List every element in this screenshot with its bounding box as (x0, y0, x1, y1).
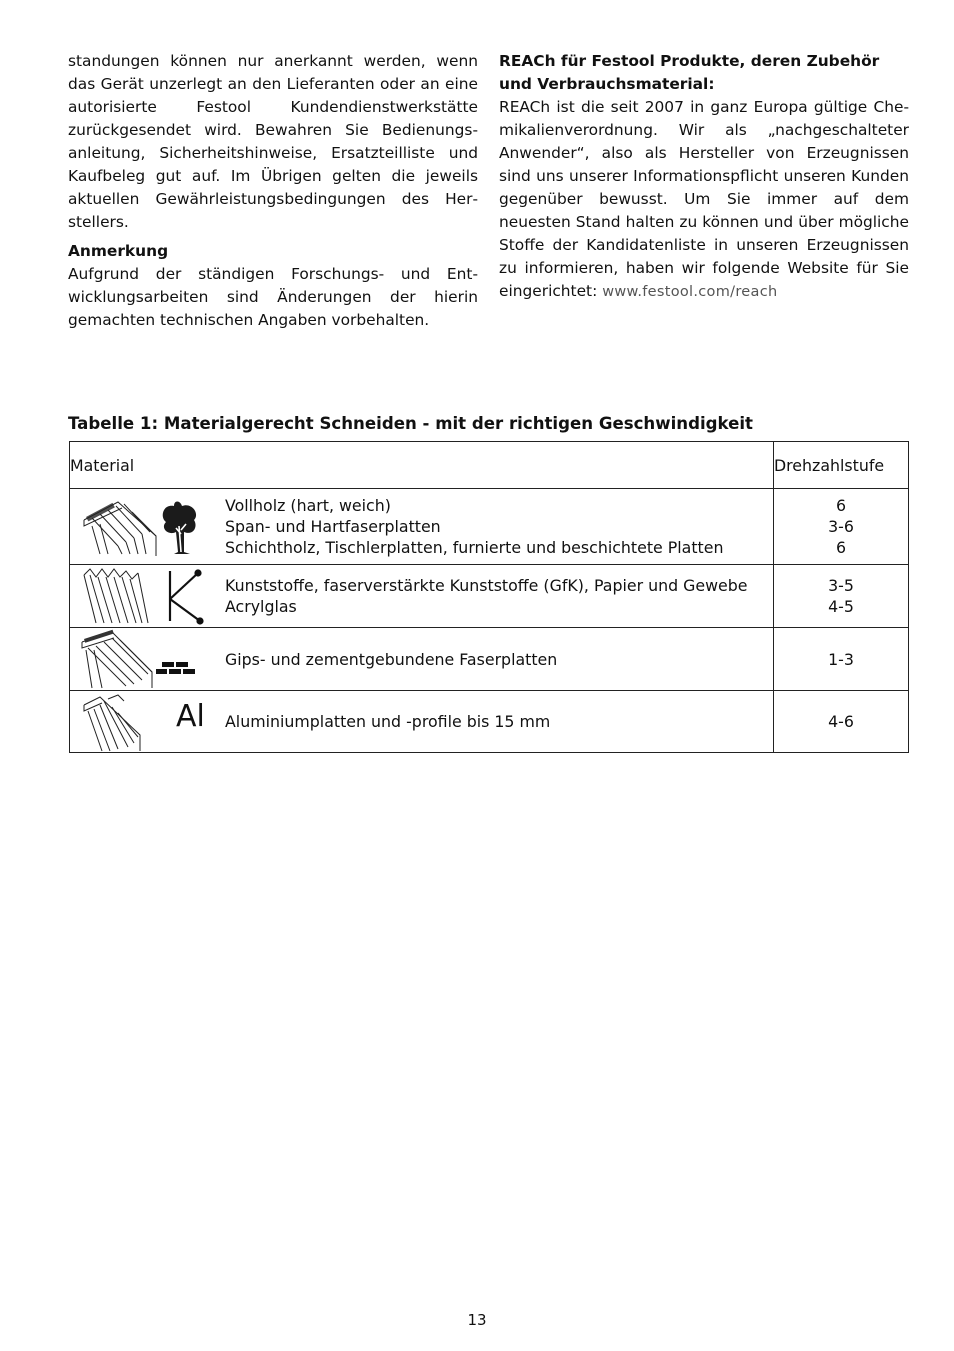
material-cell (70, 489, 774, 565)
material-cell (70, 565, 774, 628)
header-speed-level: Drehzahlstufe (774, 442, 909, 489)
material-line: Schichtholz, Tischlerplatten, furnierte und beschichtete Platten (225, 538, 724, 557)
aluminium-symbol: Al (176, 698, 205, 734)
material-line: Acrylglas (225, 597, 297, 616)
material-line: Vollholz (hart, weich) (225, 496, 391, 515)
speed-value: 6 (835, 538, 847, 557)
speed-value: 3-6 (828, 517, 854, 536)
page-number: 13 (467, 1311, 487, 1329)
speed-value: 3-5 (828, 576, 854, 595)
table-row (70, 565, 909, 628)
reach-paragraph: REACh ist die seit 2007 in ganz Europa gültige Chemikalienverordnung. Wir als „nachgeschalteter Anwender“, also als Hersteller von Erzeugnissen sind uns unserer Informationspflicht unseren Kunden gegenüber bewusst. Um Sie immer auf dem neuesten Stand halten zu können und über mögliche Stoffe der Kandidatenliste in unseren Erzeugnissen zu informieren, haben wir folgende Website für Sie eingerichtet: www.festool.com/reach (499, 98, 909, 300)
table-row (70, 628, 909, 691)
speed-value: 6 (835, 496, 847, 515)
note-paragraph: Aufgrund der ständigen Forschungs- und Entwicklungsarbeiten sind Änderungen der hierin gemachten technischen Angaben vorbehalten. (68, 265, 478, 329)
material-cell (70, 628, 774, 691)
right-column (499, 50, 909, 304)
aluminium-al-icon (78, 691, 218, 753)
reach-heading: REACh für Festool Produkte, deren Zubehör und Verbrauchsmaterial: (499, 52, 880, 93)
table-title: Tabelle 1: Materialgerecht Schneiden - mit der richtigen Geschwindigkeit (68, 414, 753, 433)
speed-cell (774, 489, 909, 565)
material-line: Aluminiumplatten und -profile bis 15 mm (225, 712, 551, 731)
note-heading: Anmerkung (68, 242, 169, 260)
wood-tree-icon (78, 496, 218, 558)
reach-link[interactable]: www.festool.com/reach (602, 284, 778, 300)
plastic-k-icon (78, 565, 218, 627)
material-cell (70, 691, 774, 753)
table-row (70, 489, 909, 565)
header-material: Material (70, 442, 774, 489)
material-speed-table (69, 441, 909, 753)
speed-value: 4-5 (828, 597, 854, 616)
material-line: Span- und Hartfaserplatten (225, 517, 441, 536)
left-column (68, 50, 478, 332)
material-line: Gips- und zementgebundene Faserplatten (225, 649, 558, 669)
warranty-paragraph: standungen können nur anerkannt werden, wenn das Gerät unzerlegt an den Lieferanten oder an eine autorisierte Festool Kundendienstwerkstätte zurückgesendet wird. Bewahren Sie Bedienungsanleitung, Sicherheitshinweise, Ersatzteilliste und Kaufbeleg gut auf. Im Übrigen gelten die jeweils aktuellen Gewährleistungsbedingungen des Herstellers. (68, 52, 478, 231)
speed-cell (774, 628, 909, 691)
speed-value: 4-6 (828, 712, 854, 731)
table-header-row (70, 442, 909, 489)
speed-cell (774, 565, 909, 628)
speed-cell (774, 691, 909, 753)
speed-value: 1-3 (828, 649, 854, 669)
plasterboard-bricks-icon (78, 628, 218, 690)
material-line: Kunststoffe, faserverstärkte Kunststoffe (GfK), Papier und Gewebe (225, 576, 748, 595)
table-row (70, 691, 909, 753)
